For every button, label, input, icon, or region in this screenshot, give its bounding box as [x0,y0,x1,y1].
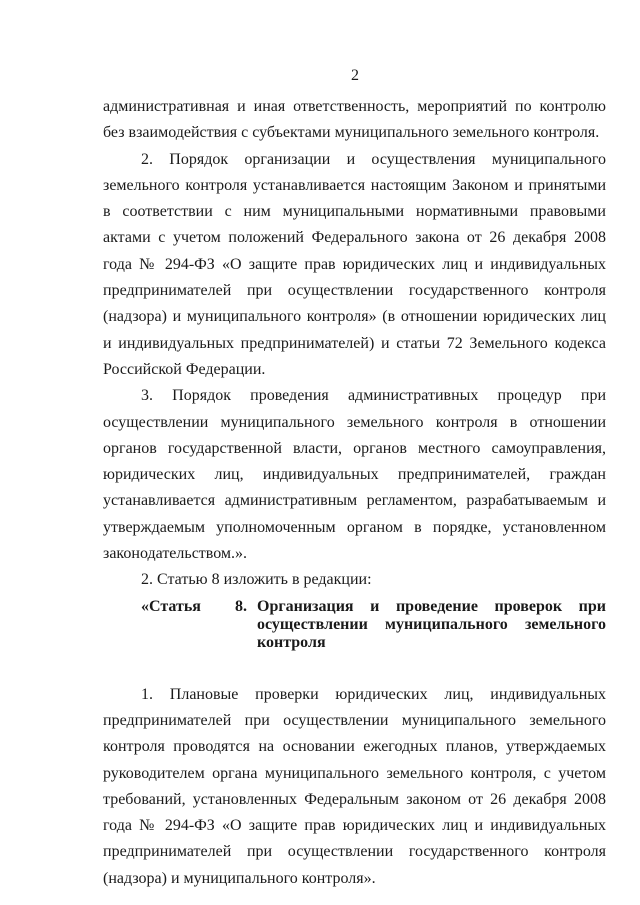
article-label-number: 8. [235,597,247,615]
paragraph-amendment: 2. Статью 8 изложить в редакции: [141,571,372,589]
document-body [103,94,606,892]
article-spacer [103,652,606,682]
paragraph-2: 2. Порядок организации и осуществления муниципального земельного контроля устанавливается настоящим Законом и принятыми в соответствии с ним муниципальными нормативными правовыми актами с учетом положений Федерального закона от 26 декабря 2008 года № 294-ФЗ «О защите прав юридических лиц и индивидуальных предпринимателей при осуществлении государственного контроля (надзора) и муниципального контроля» (в отношении юридических лиц и индивидуальных предпринимателей) и статьи 72 Земельного кодекса Российской Федерации. [103,150,606,378]
article-label-word: «Статья [141,597,201,615]
article-heading [141,594,606,652]
page-number: 2 [351,67,359,84]
paragraph-continuation: административная и иная ответственность, мероприятий по контролю без взаимодействия с субъектами муниципального земельного контроля. [103,98,606,142]
article-label [141,598,257,652]
paragraph-3: 3. Порядок проведения административных процедур при осуществлении муниципального земельного контроля в отношении органов государственной власти, органов местного самоуправления, юридических лиц, индивидуальных предпринимателей, граждан устанавливается административным регламентом, разрабатываемым и утверждаемым уполномоченным органом в порядке, установленном законодательством.». [103,387,606,563]
article-title: Организация и проведение проверок при осуществлении муниципального земельного контроля [257,597,606,651]
paragraph-article-1: 1. Плановые проверки юридических лиц, индивидуальных предпринимателей при осуществлении муниципального земельного контроля проводятся на основании ежегодных планов, утверждаемых руководителем органа муниципального земельного контроля, с учетом требований, установленных Федеральным законом от 26 декабря 2008 года № 294-ФЗ «О защите прав юридических лиц и индивидуальных предпринимателей при осуществлении государственного контроля (надзора) и муниципального контроля». [103,685,606,887]
